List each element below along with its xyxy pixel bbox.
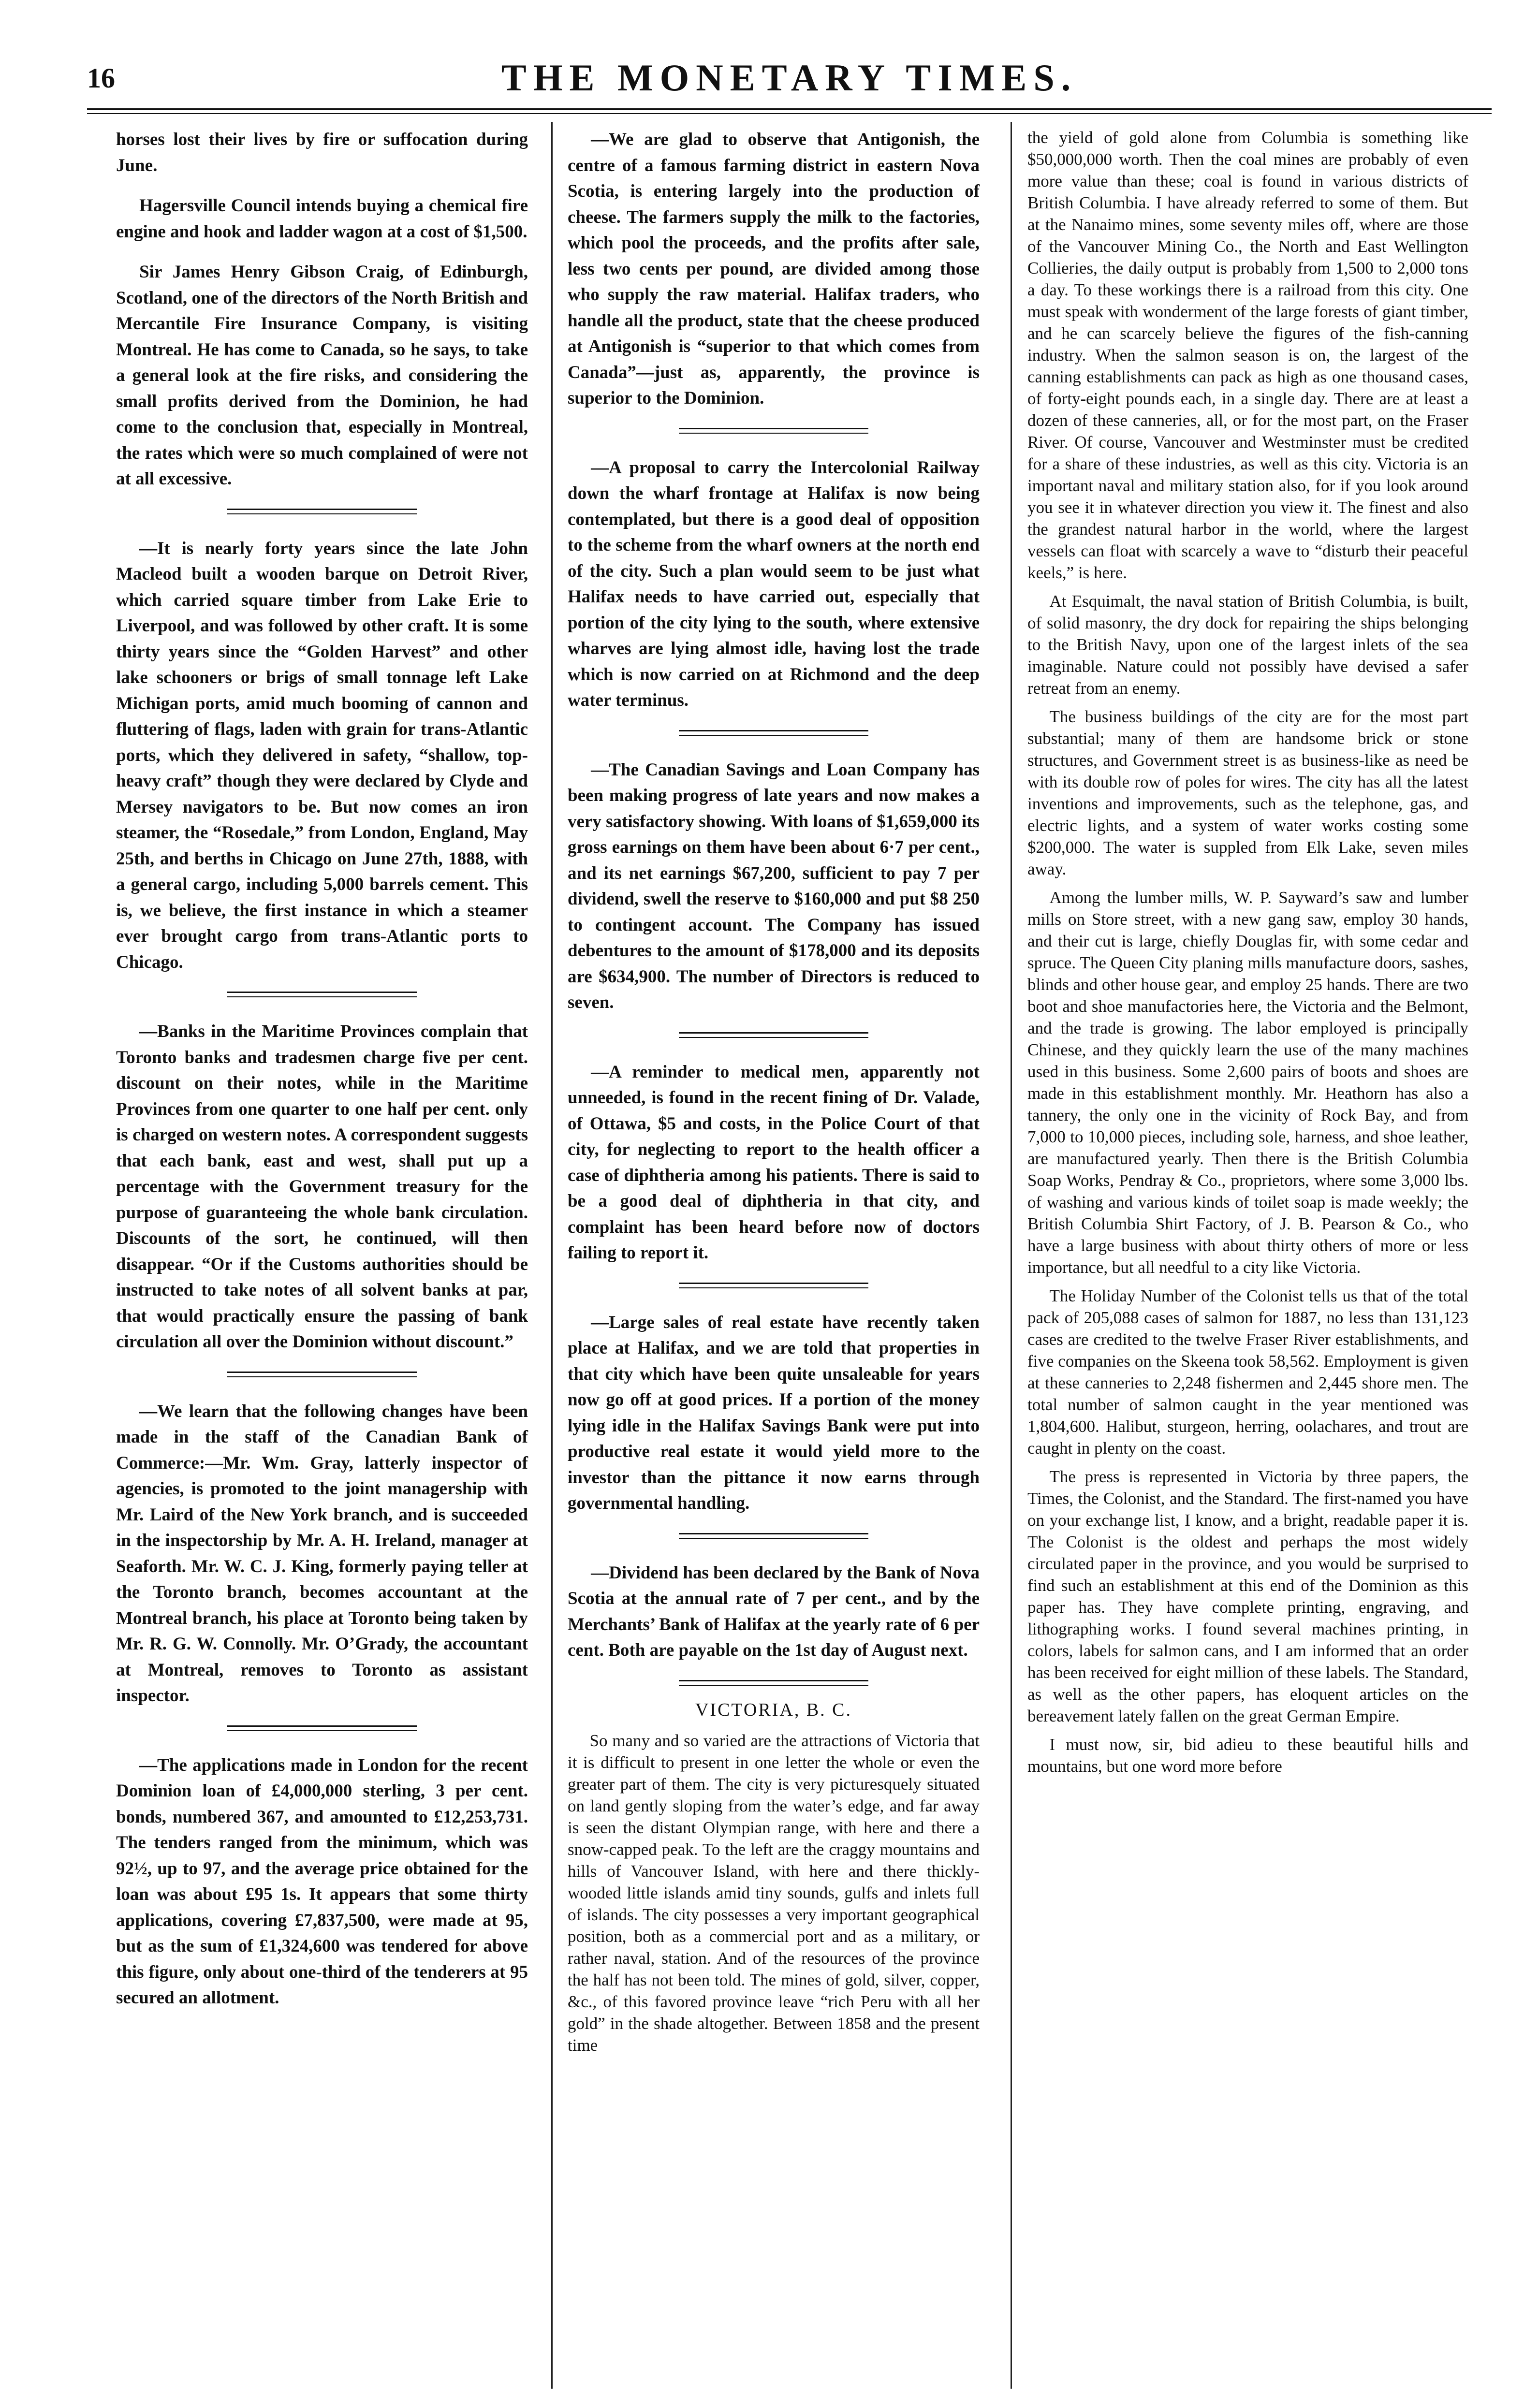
- separator-rule: [679, 1283, 868, 1288]
- separator-rule: [679, 1680, 868, 1686]
- separator-rule: [679, 730, 868, 736]
- separator-rule: [227, 509, 417, 514]
- page-number: 16: [87, 62, 115, 94]
- article-maritime-banks: —Banks in the Maritime Provinces complain that Toronto banks and tradesmen charge five per cent. discount on their notes, while in the Maritime Provinces from one quarter to one half per cent. only is charged on western notes. A correspondent suggests that each bank, east and west, shall put up a percentage with the Government treasury for the purpose of guaranteeing the whole bank circulation. Discounts of the sort, he continued, will then disappear. “Or if the Customs authorities should be instructed to take notes of all solvent banks at par, that would practically ensure the passing of bank circulation all over the Dominion without discount.”: [116, 1022, 528, 1352]
- separator-rule: [227, 1725, 417, 1731]
- separator-rule: [227, 992, 417, 997]
- article-macleod: —It is nearly forty years since the late John Macleod built a wooden barque on Detroit River, which carried square timber from Lake Erie to Liverpool, and was followed by other craft. It is some thirty years since the “Golden Harvest” and other lake schooners or brigs of small tonnage left Lake Michigan ports, amid much booming of cannon and fluttering of flags, laden with grain for trans-Atlantic ports, which they delivered in safety, “shallow, top-heavy craft” though they were declared by Clyde and Mersey navigators to be. But now comes an iron steamer, the “Rosedale,” from London, England, May 25th, and berths in Chicago on June 27th, 1888, with a general cargo, including 5,000 barrels cement. This is, we believe, the first instance in which a steamer ever brought cargo from trans-Atlantic ports to Chicago.: [116, 538, 528, 972]
- article-craig: Sir James Henry Gibson Craig, of Edinburgh, Scotland, one of the directors of the North British and Mercantile Fire Insurance Company, is visiting Montreal. He has come to Canada, so he says, to take a general look at the fire risks, and considering the small profits derived from the Dominion, he had come to the conclusion that, especially in Montreal, the rates which were so much complained of were not at all excessive.: [116, 262, 528, 489]
- column-3: [1027, 127, 1468, 1777]
- header-rule-top: [87, 108, 1492, 110]
- separator-rule: [679, 1032, 868, 1038]
- separator-rule: [679, 1533, 868, 1539]
- paragraph: The press is represented in Victoria by three papers, the Times, the Colonist, and the Standard. The first-named you have on your exchange list, I know, and a bright, readable paper it is. The Colonist is the oldest and perhaps the most widely circulated paper in the province, and you would be surprised to find such an establishment at this end of the Dominion as this paper has. They have complete printing, engraving, and lithographing works. I found several machines printing, in colors, labels for salmon cans, and I am informed that an order has been received for eight million of these labels. The Standard, as well as the other papers, has eloquent articles on the bereavement lately fallen on the great German Empire.: [1027, 1467, 1468, 1725]
- article-dividend: —Dividend has been declared by the Bank of Nova Scotia at the annual rate of 7 per cent., and by the Merchants’ Bank of Halifax at the yearly rate of 6 per cent. Both are payable on the 1st day of August next.: [568, 1562, 980, 1660]
- section-heading-victoria: VICTORIA, B. C.: [695, 1699, 852, 1720]
- paragraph: The Holiday Number of the Colonist tells us that of the total pack of 205,088 cases of salmon for 1887, no less than 131,123 cases are credited to the twelve Fraser River establishments, and five companies on the Skeena took 58,562. Employment is given at these canneries to 2,248 fishermen and 2,445 shore men. The total number of salmon caught in the year mentioned was 1,804,600. Halibut, sturgeon, herring, oolachares, and trout are caught in plenty on the coast.: [1027, 1286, 1468, 1458]
- header-rule-bottom: [87, 113, 1492, 114]
- article-intercolonial: —A proposal to carry the Intercolonial Railway down the wharf frontage at Halifax is now being contemplated, but there is a good deal of opposition to the scheme from the wharf owners at the north end of the city. Such a plan would seem to be just what Halifax needs to have carried out, especially that portion of the city lying to the south, where extensive wharves are lying almost idle, having lost the trade which is now carried on at Richmond and the deep water terminus.: [568, 457, 980, 710]
- column-rule-2: [1011, 122, 1012, 2389]
- separator-rule: [679, 428, 868, 434]
- article-real-estate: —Large sales of real estate have recently taken place at Halifax, and we are told that properties in that city which have been quite unsaleable for years now go off at good prices. If a portion of the money lying idle in the Halifax Savings Bank were put into productive real estate it would yield more to the investor than the pittance it now earns through governmental handling.: [568, 1312, 980, 1513]
- article-hagersville: Hagersville Council intends buying a chemical fire engine and hook and ladder wagon at a cost of $1,500.: [116, 196, 528, 242]
- article-continuation: horses lost their lives by fire or suffocation during June.: [116, 130, 528, 175]
- column-1: [116, 127, 528, 2026]
- page-header: [87, 52, 1492, 105]
- article-bank-staff: —We learn that the following changes have been made in the staff of the Canadian Bank of Commerce:—Mr. Wm. Gray, latterly inspector of agencies, is promoted to the joint managership with Mr. Laird of the New York branch, and is succeeded in the inspectorship by Mr. A. H. Ireland, manager at Seaforth. Mr. W. C. J. King, formerly paying teller at the Toronto branch, becomes accountant at the Montreal branch, his place at Toronto being taken by Mr. R. G. W. Connolly. Mr. O’Grady, the accountant at Montreal, removes to Toronto as assistant inspector.: [116, 1401, 528, 1706]
- journal-title: THE MONETARY TIMES.: [501, 57, 1078, 99]
- column-rule-1: [551, 122, 553, 2389]
- article-dominion-loan: —The applications made in London for the recent Dominion loan of £4,000,000 sterling, 3 per cent. bonds, numbered 367, and amounted to £12,253,731. The tenders ranged from the minimum, which was 92½, up to 97, and the average price obtained for the loan was about £95 1s. It appears that some thirty applications, covering £7,837,500, were made at 95, but as the sum of £1,324,600 was tendered for above this figure, only about one-third of the tenderers at 95 secured an allotment.: [116, 1755, 528, 2008]
- article-antigonish: —We are glad to observe that Antigonish, the centre of a famous farming district in eastern Nova Scotia, is entering largely into the production of cheese. The farmers supply the milk to the factories, which pool the proceeds, and the profits after sale, less two cents per pound, are divided among those who supply the raw material. Halifax traders, who handle all the product, state that the cheese produced at Antigonish is “superior to that which comes from Canada”—just as, apparently, the province is superior to the Dominion.: [568, 130, 980, 408]
- paragraph: The business buildings of the city are for the most part substantial; many of them are handsome brick or stone structures, and Government street is as business-like as need be with its double row of poles for wires. The city has all the latest inventions and improvements, such as the telephone, gas, and electric lights, and a system of water works costing some $200,000. The water is suppled from Elk Lake, seven miles away.: [1027, 707, 1468, 878]
- paragraph: I must now, sir, bid adieu to these beautiful hills and mountains, but one word more before: [1027, 1735, 1468, 1776]
- column-2: [568, 127, 980, 2071]
- paragraph: At Esquimalt, the naval station of British Columbia, is built, of solid masonry, the dry dock for repairing the ships belonging to the British Navy, upon one of the largest inlets of the sea imaginable. Nature could not possibly have devised a safer retreat from an enemy.: [1027, 592, 1468, 698]
- article-medical: —A reminder to medical men, apparently not unneeded, is found in the recent fining of Dr. Valade, of Ottawa, $5 and costs, in the Police Court of that city, for neglecting to report to the health officer a case of diphtheria among his patients. There is said to be a good deal of diphtheria in that city, and complaint has been heard before now of doctors failing to report it.: [568, 1062, 980, 1263]
- article-victoria: So many and so varied are the attractions of Victoria that it is difficult to present in one letter the whole or even the greater part of them. The city is very picturesquely situated on land gently sloping from the water’s edge, and far away is seen the distant Olympian range, with here and there a snow-capped peak. To the left are the craggy mountains and hills of Vancouver Island, with here and there thickly-wooded little islands amid tiny sounds, gulfs and inlets full of islands. The city possesses a very important geographical position, both as a commercial port and as a military, or rather naval, station. And of the resources of the province the half has not been told. The mines of gold, silver, copper, &c., of this favored province leave “rich Peru with all her gold” in the shade altogether. Between 1858 and the present time: [568, 1731, 980, 2055]
- separator-rule: [227, 1372, 417, 1377]
- article-savings-loan: —The Canadian Savings and Loan Company has been making progress of late years and now makes a very satisfactory showing. With loans of $1,659,000 its gross earnings on them have been about 6·7 per cent., and its net earnings $67,200, sufficient to pay 7 per dividend, swell the reserve to $160,000 and put $8 250 to contingent account. The Company has issued debentures to the amount of $178,000 and its deposits are $634,900. The number of Directors is reduced to seven.: [568, 759, 980, 1012]
- paragraph: Among the lumber mills, W. P. Sayward’s saw and lumber mills on Store street, with a new gang saw, employ 30 hands, and their cut is large, chiefly Douglas fir, with some cedar and spruce. The Queen City planing mills manufacture doors, sashes, blinds and other house gear, and employ 25 hands. There are two boot and shoe manufactories here, the Victoria and the Belmont, and the trade is growing. The labor employed is principally Chinese, and they quickly learn the use of the many machines used in this business. Some 2,600 pairs of boots and shoes are made in this establishment monthly. Mr. Heathorn has also a tannery, the only one in the vicinity of Rock Bay, and from 7,000 to 10,000 pieces, including sole, harness, and shoe leather, are manufactured yearly. Then there is the British Columbia Soap Works, Pendray & Co., proprietors, where some 3,000 lbs. of washing and various kinds of toilet soap is made weekly; the British Columbia Shirt Factory, of J. B. Pearson & Co., who have a large business with about thirty others of more or less importance, but all needful to a city like Victoria.: [1027, 888, 1468, 1277]
- paragraph: the yield of gold alone from Columbia is something like $50,000,000 worth. Then the coal mines are probably of even more value than these; coal is found in various districts of British Columbia. I have already referred to some of them. But at the Nanaimo mines, some seventy miles off, where are those of the Vancouver Mining Co., the North and East Wellington Collieries, the daily output is probably from 1,500 to 2,000 tons a day. To these workings there is a railroad from this city. One must speak with wonderment of the large forests of giant timber, and he can scarcely believe the figures of the fish-canning industry. When the salmon season is on, the largest of the canning establishments can pack as high as one thousand cases, of forty-eight pounds each, in a single day. There are at least a dozen of these canneries, all, or for the most part, on the Fraser River. Of course, Vancouver and Westminster must be credited for a share of these industries, as well as this city. Victoria is an important naval and military station also, for if you look around you see it in whatever direction you view it. The finest and also the grandest natural harbor in the world, where the largest vessels can float with scarcely a wave to “disturb their peaceful keels,” is here.: [1027, 128, 1468, 582]
